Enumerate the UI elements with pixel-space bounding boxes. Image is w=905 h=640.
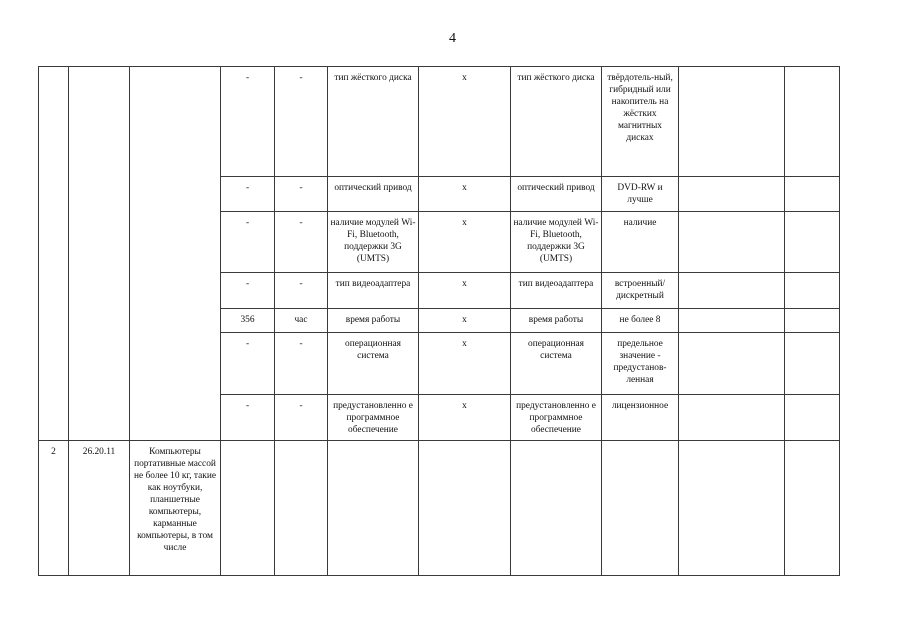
cell-value-2: не более 8 [602,309,679,333]
cell-justification [679,333,785,395]
cell-characteristic-2: время работы [511,309,602,333]
cell-justification [679,67,785,177]
cell-characteristic-2: предустановленно е программное обеспечение [511,395,602,441]
cell-value [419,441,511,576]
cell-value-2 [602,441,679,576]
cell-value-2: встроенный/ дискретный [602,273,679,309]
cell-unit: - [275,177,328,212]
cell-function [785,273,840,309]
cell-number [39,67,69,441]
cell-value-2: твёрдотель-ный, гибридный или накопитель на жёстких магнитных дисках [602,67,679,177]
cell-value-2: лицензионное [602,395,679,441]
cell-function [785,395,840,441]
cell-characteristic-2: оптический привод [511,177,602,212]
cell-justification [679,441,785,576]
cell-okei-code: - [221,395,275,441]
cell-okei-code: - [221,212,275,273]
cell-value: x [419,309,511,333]
cell-okei-code: 356 [221,309,275,333]
cell-unit: час [275,309,328,333]
specification-table [38,66,840,576]
cell-okei-code: - [221,273,275,309]
cell-characteristic-2 [511,441,602,576]
cell-number: 2 [39,441,69,576]
table-row [39,67,840,177]
cell-unit [275,441,328,576]
cell-okei-code [221,441,275,576]
cell-unit: - [275,67,328,177]
cell-function [785,441,840,576]
cell-justification [679,309,785,333]
cell-function [785,67,840,177]
cell-function [785,309,840,333]
cell-item-name: Компьютеры портативные массой не более 10 кг, такие как ноутбуки, планшетные компьютеры, карманные компьютеры, в том числе [130,441,221,576]
cell-characteristic: наличие модулей Wi-Fi, Bluetooth, поддержки 3G (UMTS) [328,212,419,273]
cell-justification [679,177,785,212]
cell-value: x [419,67,511,177]
cell-characteristic-2: наличие модулей Wi-Fi, Bluetooth, поддержки 3G (UMTS) [511,212,602,273]
cell-value: x [419,212,511,273]
cell-function [785,177,840,212]
cell-justification [679,395,785,441]
cell-characteristic: тип жёсткого диска [328,67,419,177]
cell-unit: - [275,212,328,273]
cell-characteristic: оптический привод [328,177,419,212]
table-row [39,441,840,576]
cell-justification [679,212,785,273]
cell-value-2: DVD-RW и лучше [602,177,679,212]
cell-value-2: предельное значение - предустанов-ленная [602,333,679,395]
cell-okei-code: - [221,67,275,177]
cell-okei-code: - [221,333,275,395]
cell-function [785,333,840,395]
cell-item-name [130,67,221,441]
cell-unit: - [275,333,328,395]
cell-characteristic [328,441,419,576]
cell-unit: - [275,395,328,441]
cell-characteristic: время работы [328,309,419,333]
cell-characteristic-2: тип жёсткого диска [511,67,602,177]
cell-function [785,212,840,273]
page-number: 4 [449,31,456,46]
cell-value-2: наличие [602,212,679,273]
cell-characteristic: тип видеоадаптера [328,273,419,309]
cell-characteristic-2: тип видеоадаптера [511,273,602,309]
cell-characteristic: операционная система [328,333,419,395]
cell-justification [679,273,785,309]
cell-okei-code: - [221,177,275,212]
cell-characteristic-2: операционная система [511,333,602,395]
cell-unit: - [275,273,328,309]
cell-value: x [419,177,511,212]
cell-okpd-code [69,67,130,441]
cell-value: x [419,273,511,309]
cell-value: x [419,395,511,441]
cell-value: x [419,333,511,395]
cell-characteristic: предустановленно е программное обеспечение [328,395,419,441]
cell-okpd-code: 26.20.11 [69,441,130,576]
